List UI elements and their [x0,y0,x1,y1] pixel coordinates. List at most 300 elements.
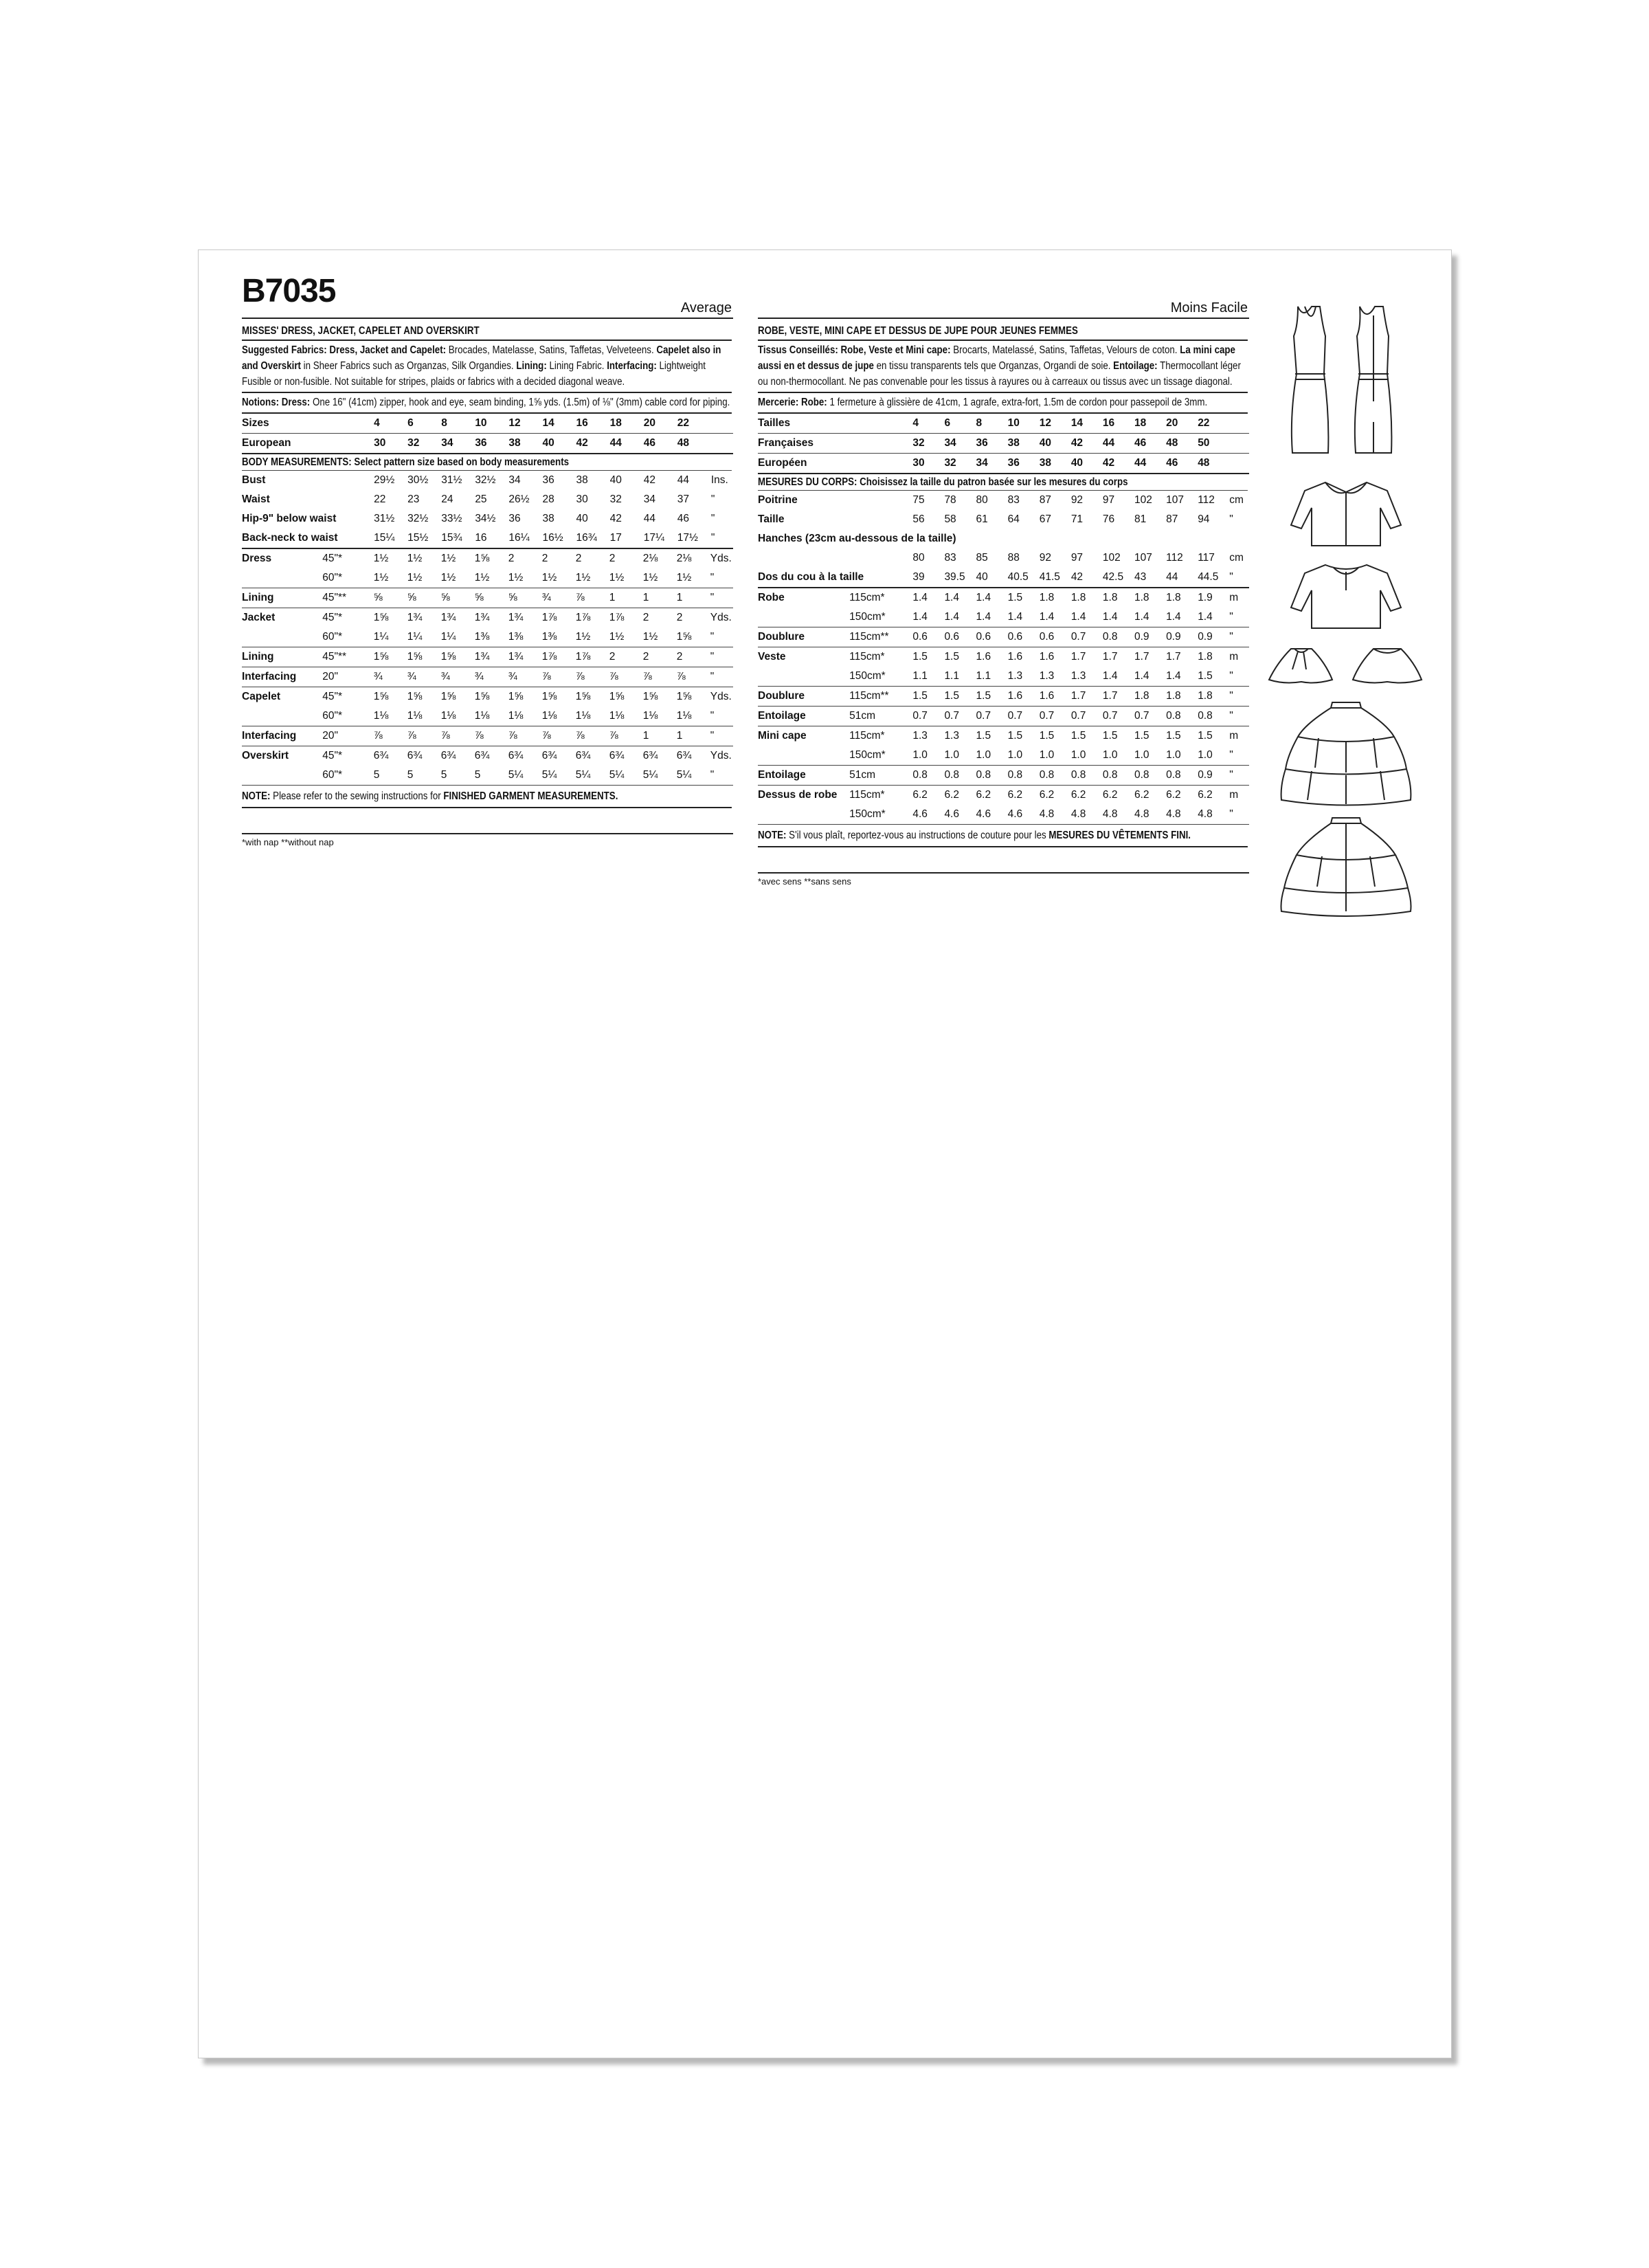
yardage-value: 1⅛ [642,710,658,722]
garment-label: Lining [242,592,274,603]
fabric-width: 20" [322,730,338,742]
fr-yardage-value: 4.8 [1102,808,1118,820]
yardage-value: 1⅝ [575,691,591,702]
yardage-value: 1⅝ [373,691,389,702]
fr-size-value: 32 [944,457,956,469]
measurement-value: 30 [576,493,588,505]
yardage-value: 1⅛ [407,710,423,722]
measurement-value: 46 [677,513,690,524]
fr-entoilage-label: Entoilage: [1113,360,1158,372]
fr-yardage-value: 1.4 [1102,670,1118,682]
measurement-value: 34 [643,493,655,505]
yardage-unit: " [710,592,715,603]
english-header [242,273,733,319]
yardage-value: ¾ [474,671,484,682]
fr-size-row [758,434,1249,454]
yardage-value: 1½ [407,553,423,564]
french-fabrics [758,341,1248,393]
fr-size-value: 8 [976,417,983,429]
fr-yardage-value: 1.4 [976,611,991,623]
fr-yardage-value: 1.7 [1102,690,1118,702]
yardage-value: 1 [676,592,683,603]
fr-yardage-value: 1.5 [976,690,991,702]
fr-yardage-value: 1.0 [1198,749,1213,761]
yardage-value: 5¼ [541,769,557,781]
fr-yardage-value: 6.2 [1198,789,1213,801]
fr-yardage-value: 1.3 [912,730,928,742]
fr-yardage-value: 1.5 [912,690,928,702]
fr-measurement-value: 64 [1007,513,1020,525]
fr-yardage-value: 1.5 [1166,730,1181,742]
yardage-value: 1⅝ [474,553,490,564]
fr-yardage-row [758,805,1249,825]
lining-text: Lining Fabric. [546,360,605,372]
european-label: European [242,437,291,449]
fr-yardage-value: 1.5 [1007,592,1023,603]
measurement-value: 16¼ [508,532,530,544]
yardage-value: 2 [642,651,649,663]
yardage-value: ¾ [373,671,383,682]
fr-yardage-value: 0.8 [1166,710,1181,722]
yardage-value: ⅞ [609,671,618,682]
yardage-value: 6¾ [575,750,591,761]
fr-measurement-value: 81 [1134,513,1147,525]
yardage-value: ⅞ [508,730,517,742]
yardage-value: 1⅜ [508,631,524,643]
european-size-value: 46 [643,437,655,449]
measurement-value: 34 [508,474,521,486]
garment-label [242,568,322,588]
fr-hanches-value: 88 [1007,552,1020,564]
fr-fabric-width: 115cm* [849,592,885,603]
measurement-value: 44 [643,513,655,524]
fabrics-text: Brocades, Matelasse, Satins, Taffetas, Velveteens. [446,344,654,356]
measurement-value: 22 [374,493,386,505]
fr-yardage-value: 1.8 [1039,592,1055,603]
fabrics-label: Suggested Fabrics: Dress, Jacket and Capelet: [242,344,447,356]
fr-garment-label: Dessus de robe [758,789,838,801]
fr-garment-label [758,667,849,687]
yardage-value: ⅞ [407,730,416,742]
yardage-value: ¾ [508,671,517,682]
fr-yardage-value: 1.8 [1102,592,1118,603]
fr-yardage-value: 1.4 [1007,611,1023,623]
fr-yardage-value: 6.2 [1007,789,1023,801]
yardage-value: 1⅜ [474,631,490,643]
yardage-row [242,667,733,687]
measurement-unit: " [710,493,715,505]
garment-illustrations [1260,298,1432,924]
measurement-label: Waist [242,493,270,505]
fr-measurement-value: 76 [1102,513,1115,525]
yardage-value: 1 [609,592,616,603]
yardage-value: 6¾ [642,750,658,761]
european-size-value: 40 [542,437,554,449]
fr-yardage-value: 0.8 [976,769,991,781]
fr-measurement-unit: " [1229,513,1233,525]
yardage-value: 1¼ [373,631,389,643]
body-measurement-row [242,471,733,490]
measurement-value: 28 [542,493,554,505]
yardage-row [242,588,733,608]
measurement-value: 40 [609,474,622,486]
yardage-value: ⅞ [575,671,585,682]
fr-dos-value: 40.5 [1007,571,1029,583]
fabric-width: 45"* [322,553,342,564]
yardage-value: 1⅝ [373,651,389,663]
yardage-value: 2 [676,612,683,623]
yardage-value: 1½ [373,553,389,564]
yardage-value: 6¾ [440,750,456,761]
yardage-value: 6¾ [609,750,625,761]
yardage-unit: " [710,769,715,781]
overskirt-back-illustration [1277,814,1415,917]
yardage-value: 1⅛ [508,710,524,722]
fr-size-value: 16 [1102,417,1115,429]
english-yardage-table [242,549,733,786]
fr-garment-label [758,805,849,825]
yardage-value: 5¼ [609,769,625,781]
pattern-code: B7035 [242,273,336,309]
fr-yardage-value: 1.0 [944,749,959,761]
fr-size-value: 50 [1198,437,1210,449]
fr-garment-label: Doublure [758,631,805,643]
fr-yardage-value: 1.6 [976,651,991,663]
fr-entoilage-text: Thermocollant léger ou non-thermocollant. Ne pas convenable pour les tissus à rayures ou à carreaux ou tissus avec un tissage diagonal. [758,360,1241,388]
garment-label [242,766,322,786]
french-column [758,285,1249,887]
body-measurements-heading: BODY MEASUREMENTS: Select pattern size based on body measurements [242,454,732,471]
size-value: 6 [407,417,414,429]
yardage-value: 2 [609,553,616,564]
yardage-value: 1⅝ [676,691,692,702]
english-column [242,273,733,847]
fr-size-value: 14 [1070,417,1084,429]
fr-yardage-value: 0.7 [976,710,991,722]
yardage-value: 1⅝ [642,691,658,702]
note-text: Please refer to the sewing instructions for [270,790,444,802]
size-value: 22 [677,417,690,429]
fr-yardage-unit: " [1229,670,1233,682]
yardage-value: 1½ [609,572,625,583]
fr-dos-value: 40 [976,571,988,583]
yardage-value: 1⅜ [541,631,557,643]
size-value: 20 [643,417,655,429]
measurement-value: 16 [475,532,487,544]
yardage-value: 1⅝ [407,691,423,702]
yardage-value: 1⅛ [440,710,456,722]
unit-cell [1229,414,1249,434]
fr-garment-label: Robe [758,592,785,603]
yardage-value: ⅞ [541,671,551,682]
fr-yardage-unit: " [1229,769,1233,781]
fr-yardage-value: 0.8 [1134,769,1149,781]
fr-size-label: Françaises [758,437,814,449]
fr-yardage-value: 1.8 [1070,592,1086,603]
fr-hanches-value: 97 [1070,552,1084,564]
yardage-value: ⅞ [474,730,484,742]
sizes-label: Sizes [242,417,269,429]
yardage-value: 1⅞ [541,612,557,623]
yardage-value: 1¾ [508,612,524,623]
fr-dos-value: 39.5 [944,571,965,583]
fr-yardage-value: 4.8 [1198,808,1213,820]
fr-yardage-value: 0.7 [1007,710,1023,722]
fr-yardage-value: 0.7 [1134,710,1149,722]
yardage-value: 1⅞ [575,651,591,663]
fr-body-row [758,510,1249,529]
fr-yardage-value: 0.8 [1166,769,1181,781]
yardage-row [242,647,733,667]
body-measurement-row [242,490,733,509]
fr-yardage-row [758,687,1249,707]
fr-hanches-value: 83 [944,552,956,564]
fr-fabrics-label: Tissus Conseillés: Robe, Veste et Mini cape: [758,344,951,356]
fr-yardage-row [758,667,1249,687]
unit-cell [711,414,733,434]
european-size-value: 30 [374,437,386,449]
fr-yardage-value: 4.8 [1039,808,1055,820]
fabric-width: 20" [322,671,338,682]
fr-empty-label [758,548,912,568]
size-value: 16 [576,417,588,429]
fr-yardage-value: 0.9 [1134,631,1149,643]
fr-yardage-value: 1.0 [976,749,991,761]
measurement-unit: Ins. [710,474,728,486]
fr-yardage-row [758,608,1249,627]
fr-yardage-value: 1.0 [1102,749,1118,761]
fr-dos-unit: " [1229,571,1233,583]
fr-size-value: 34 [944,437,956,449]
unit-cell [711,434,733,454]
yardage-value: 1⅛ [474,710,490,722]
fr-body-heading: MESURES DU CORPS: Choisissez la taille du patron basée sur les mesures du corps [758,474,1248,491]
yardage-row [242,726,733,746]
fr-hanches-value: 112 [1166,552,1183,564]
measurement-value: 23 [407,493,420,505]
fr-dos-row [758,568,1249,588]
yardage-value: 1¾ [508,651,524,663]
notions [242,393,732,414]
fr-yardage-value: 1.0 [1166,749,1181,761]
fr-size-value: 40 [1070,457,1084,469]
measurement-value: 25 [475,493,487,505]
english-size-table [242,414,733,454]
sizes-row [242,414,733,434]
suggested-fabrics [242,341,732,393]
fr-yardage-row [758,627,1249,647]
fr-yardage-value: 1.5 [1070,730,1086,742]
fr-measurement-unit: cm [1229,494,1244,506]
unit-cell [1229,434,1249,454]
fr-size-value: 12 [1039,417,1051,429]
fr-garment-label [758,608,849,627]
fr-fabric-width: 115cm* [849,651,885,663]
capelet-illustration [1264,642,1428,690]
measurement-value: 38 [542,513,554,524]
fr-yardage-value: 1.8 [1134,690,1149,702]
fr-size-value: 38 [1039,457,1051,469]
fabric-width: 45"* [322,691,342,702]
fr-yardage-value: 6.2 [1039,789,1055,801]
yardage-value: 2⅛ [642,553,658,564]
fr-hanches-value: 107 [1134,552,1152,564]
fr-dos-label: Dos du cou à la taille [758,571,864,583]
yardage-value: 1½ [676,572,692,583]
fr-measurement-value: 83 [1007,494,1020,506]
fr-yardage-row [758,588,1249,608]
yardage-value: 1¼ [407,631,423,643]
yardage-value: 1⅝ [440,651,456,663]
yardage-unit: " [710,730,715,742]
measurement-value: 17 [609,532,622,544]
fr-yardage-value: 0.7 [912,710,928,722]
fr-size-value: 32 [912,437,925,449]
fr-yardage-value: 4.6 [912,808,928,820]
fr-yardage-value: 1.1 [944,670,959,682]
measurement-value: 15¼ [374,532,395,544]
yardage-value: 1⅞ [575,612,591,623]
yardage-value: 2 [508,553,515,564]
fr-size-value: 46 [1134,437,1147,449]
fr-yardage-value: 1.3 [1039,670,1055,682]
yardage-unit: Yds. [710,691,732,702]
fr-yardage-value: 1.4 [1198,611,1213,623]
fr-yardage-value: 0.8 [1102,769,1118,781]
yardage-value: 1¼ [440,631,456,643]
fr-yardage-value: 0.6 [912,631,928,643]
yardage-value: 2 [676,651,683,663]
fr-yardage-value: 1.7 [1070,651,1086,663]
fr-measurement-value: 94 [1198,513,1210,525]
yardage-unit: " [710,671,715,682]
fr-fabric-width: 115cm** [849,690,889,702]
fr-yardage-value: 1.9 [1198,592,1213,603]
fr-note-label: NOTE: [758,830,787,841]
fr-yardage-value: 1.5 [1007,730,1023,742]
note-label: NOTE: [242,790,271,802]
fabric-width: 60"* [322,710,342,722]
measurement-value: 38 [576,474,588,486]
fr-measurement-value: 67 [1039,513,1051,525]
fr-yardage-value: 0.8 [912,769,928,781]
fr-measurement-value: 92 [1070,494,1084,506]
fr-yardage-value: 1.3 [944,730,959,742]
yardage-value: ⅞ [373,730,383,742]
garment-label: Jacket [242,612,276,623]
fr-yardage-row [758,707,1249,726]
fr-measurement-value: 87 [1039,494,1051,506]
yardage-unit: " [710,631,715,643]
garment-label: Interfacing [242,671,297,682]
yardage-value: 1⅛ [575,710,591,722]
fr-yardage-value: 0.6 [944,631,959,643]
garment-label: Lining [242,651,274,663]
fr-yardage-value: 1.7 [1134,651,1149,663]
fr-garment-label: Doublure [758,690,805,702]
jacket-back-illustration [1284,559,1408,635]
measurement-value: 26½ [508,493,530,505]
yardage-value: 1⅛ [676,710,692,722]
fr-yardage-value: 1.3 [1070,670,1086,682]
fr-measurement-value: 112 [1198,494,1215,506]
yardage-value: 1¾ [474,612,490,623]
yardage-value: 2 [575,553,582,564]
english-body-measurements [242,454,733,549]
yardage-row [242,766,733,786]
lining-label: Lining: [516,360,547,372]
fr-yardage-value: 0.8 [1198,710,1213,722]
fr-size-value: 36 [1007,457,1020,469]
fr-yardage-row [758,726,1249,746]
yardage-value: 1⅛ [541,710,557,722]
dress-front-back-illustration [1284,298,1408,470]
interfacing-label: Interfacing: [607,360,657,372]
yardage-value: 6¾ [373,750,389,761]
yardage-unit: " [710,572,715,583]
fr-measurement-value: 87 [1166,513,1178,525]
fabric-width: 45"* [322,612,342,623]
fr-size-value: 48 [1198,457,1210,469]
measurement-label: Hip-9" below waist [242,513,337,524]
yardage-value: 1½ [373,572,389,583]
fr-yardage-value: 4.6 [976,808,991,820]
fr-size-label: Européen [758,457,807,469]
fr-yardage-value: 1.4 [1102,611,1118,623]
yardage-value: 5¼ [676,769,692,781]
yardage-value: ¾ [541,592,551,603]
garment-label: Capelet [242,691,280,702]
fr-size-label: Tailles [758,417,791,429]
fr-yardage-value: 1.4 [912,611,928,623]
yardage-unit: " [710,651,715,663]
french-size-table [758,414,1249,474]
fr-hanches-value: 85 [976,552,988,564]
fr-yardage-value: 1.1 [912,670,928,682]
fr-size-value: 30 [912,457,925,469]
fr-yardage-value: 0.8 [1039,769,1055,781]
yardage-value: 1¾ [407,612,423,623]
fr-notions-label: Mercerie: Robe: [758,397,827,408]
measurement-value: 17¼ [643,532,664,544]
fr-yardage-unit: " [1229,631,1233,643]
measurement-value: 15¾ [441,532,462,544]
fabric-width: 45"** [322,592,347,603]
french-note [758,825,1248,847]
fr-yardage-value: 4.8 [1134,808,1149,820]
fr-yardage-value: 4.6 [944,808,959,820]
yardage-value: 1⅝ [407,651,423,663]
measurement-value: 36 [508,513,521,524]
yardage-value: ⅞ [541,730,551,742]
fr-hanches-unit: cm [1229,552,1244,564]
fr-hanches-value: 92 [1039,552,1051,564]
fr-yardage-row [758,647,1249,667]
yardage-value: 1¾ [440,612,456,623]
fr-yardage-value: 6.2 [1166,789,1181,801]
french-body-measurements [758,474,1249,588]
fr-fabric-width: 115cm* [849,730,885,742]
yardage-value: 2⅛ [676,553,692,564]
yardage-value: 5 [474,769,481,781]
garment-label: Dress [242,553,272,564]
fr-measurement-label: Poitrine [758,494,798,506]
fr-yardage-value: 1.7 [1102,651,1118,663]
european-size-value: 48 [677,437,690,449]
fr-yardage-value: 0.8 [1070,769,1086,781]
fabric-width: 60"* [322,769,342,781]
yardage-value: ⅞ [642,671,652,682]
